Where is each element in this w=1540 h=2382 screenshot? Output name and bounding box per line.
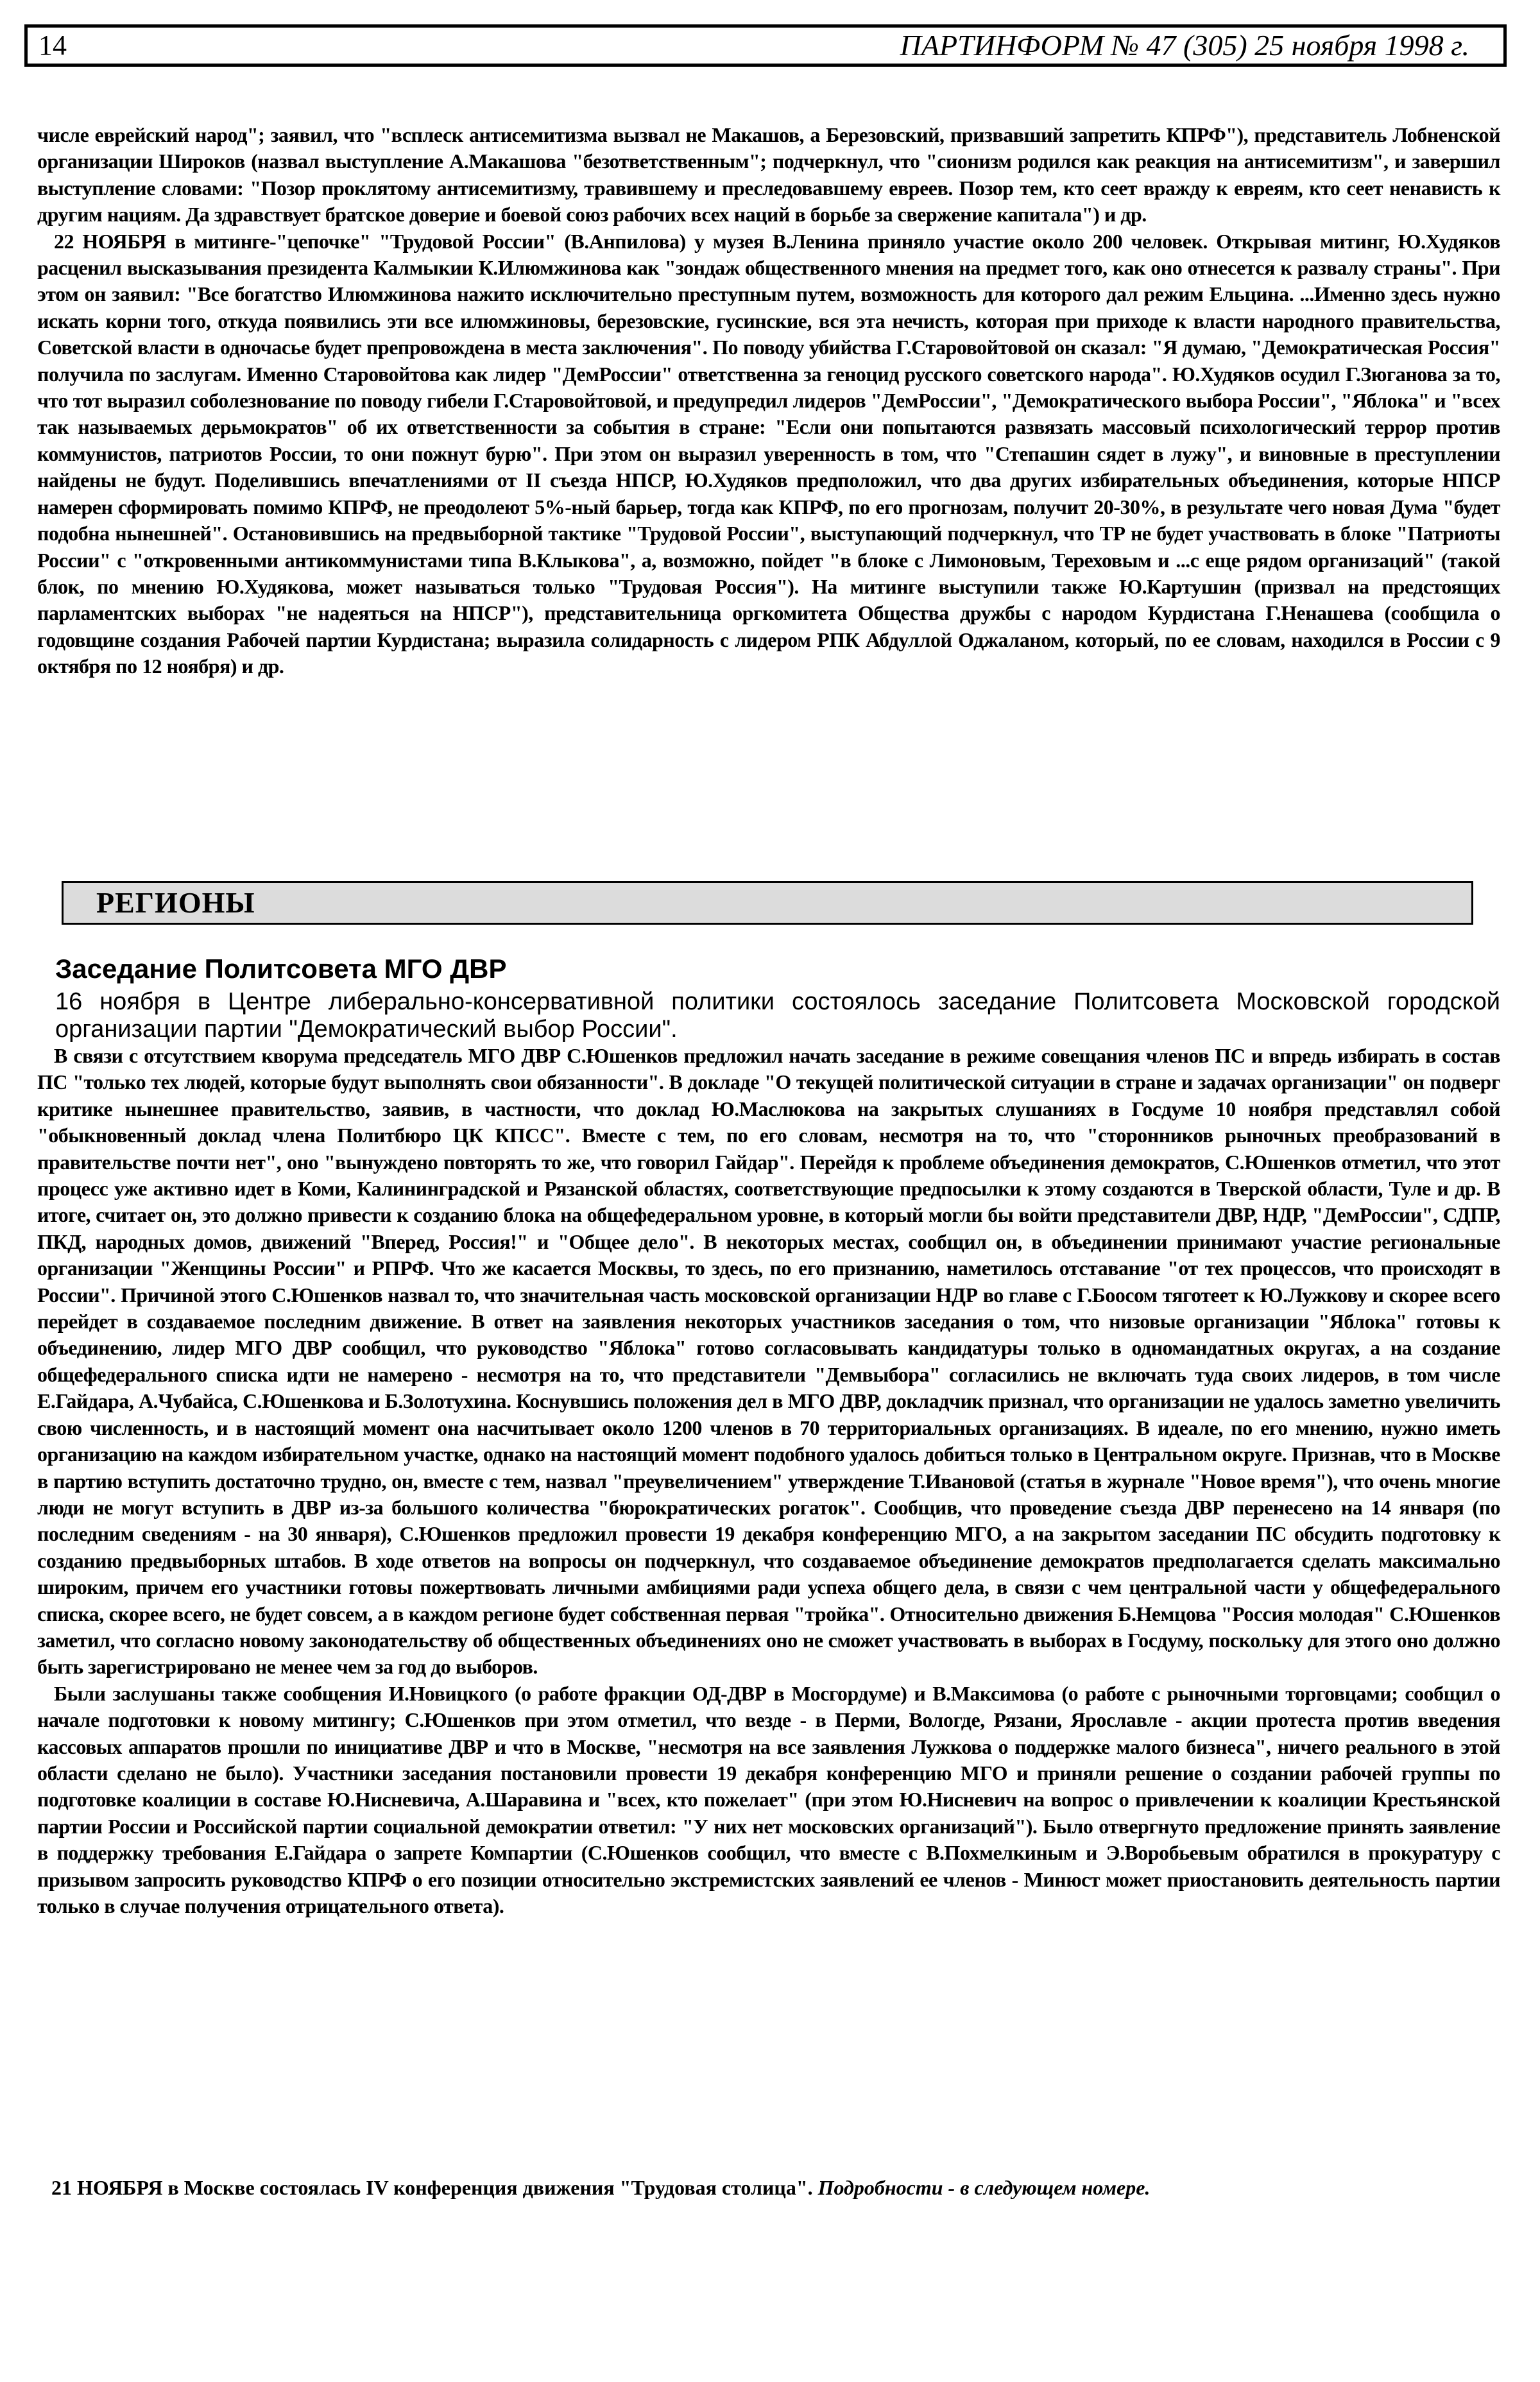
- top-section: [37, 122, 1500, 680]
- article-paragraph-1: В связи с отсутствием кворума председатель МГО ДВР С.Юшенков предложил начать заседание в режиме совещания членов ПС и впредь избирать в состав ПС "только тех людей, которые будут выполнять свои обязанности". В докладе "О текущей политической ситуации в стране и задачах организации" он подверг критике нынешнее правительство, заявив, в частности, что доклад Ю.Маслюкова на закрытых слушаниях в Госдуме 10 ноября представлял собой "обыкновенный доклад члена Политбюро ЦК КПСС". Вместе с тем, по его словам, несмотря на то, что "сторонников рыночных преобразований в правительстве почти нет", оно "вынуждено повторять то же, что говорил Гайдар". Перейдя к проблеме объединения демократов, С.Юшенков отметил, что этот процесс уже активно идет в Коми, Калининградской и Рязанской областях, соответствующие предпосылки к этому создаются в Тверской области, Туле и др. В итоге, считает он, это должно привести к созданию блока на общефедеральном уровне, в который могли бы войти представители ДВР, НДР, "ДемРоссии", СДПР, ПКД, народных домов, движений "Вперед, Россия!" и "Общее дело". В некоторых местах, сообщил он, в объединении принимают участие региональные организации "Женщины России" и РПРФ. Что же касается Москвы, то здесь, по его признанию, наметилось отставание "от тех процессов, что происходят в России". Причиной этого С.Юшенков назвал то, что значительная часть московской организации НДР во главе с Г.Боосом тяготеет к Ю.Лужкову и скорее всего перейдет в создаваемое последним движение. В ответ на заявления некоторых участников заседания о том, что низовые организации "Яблока" готовы к объединению, лидер МГО ДВР сообщил, что руководство "Яблока" готово согласовывать кандидатуры только в одномандатных округах, а на создание общефедерального списка идти не намерено - несмотря на то, что представители "Демвыбора" согласились не включать туда своих лидеров, в том числе Е.Гайдара, А.Чубайса, С.Юшенкова и Б.Золотухина. Коснувшись положения дел в МГО ДВР, докладчик признал, что организации не удалось заметно увеличить свою численность, и в настоящий момент она насчитывает около 1200 членов в 70 территориальных организациях. В идеале, по его мнению, нужно иметь организацию на каждом избирательном участке, однако на настоящий момент подобного удалось добиться только в Центральном округе. Признав, что в Москве в партию вступить достаточно трудно, он, вместе с тем, назвал "преувеличением" утверждение Т.Ивановой (статья в журнале "Новое время"), что очень многие люди не могут вступить в ДВР из-за большого количества "бюрократических рогаток". Сообщив, что проведение съезда ДВР перенесено на 14 января (по последним сведениям - на 30 января), С.Юшенков предложил провести 19 декабря конференцию МГО, а на закрытом заседании ПС обсудить подготовку к созданию предвыборных штабов. В ходе ответов на вопросы он подчеркнул, что создаваемое объединение демократов предполагается сделать максимально широким, причем его участники готовы пожертвовать личными амбициями ради успеха общего дела, в связи с чем центральной части у общефедерального списка, скорее всего, не будет совсем, а в каждом регионе будет собственная первая "тройка". Относительно движения Б.Немцова "Россия молодая" С.Юшенков заметил, что согласно новому законодательству об общественных объединениях оно не сможет участвовать в выборах в Госдуму, поскольку для этого оно должно быть зарегистрировано не менее чем за год до выборов.: [37, 1044, 1500, 1679]
- footer-note-italic: Подробности - в следующем номере.: [817, 2176, 1151, 2199]
- paragraph-rally-report: 22 НОЯБРЯ в митинге-"цепочке" "Трудовой России" (В.Анпилова) у музея В.Ленина приняло участие около 200 человек. Открывая митинг, Ю.Худяков расценил высказывания президента Калмыкии К.Илюмжинова как "зондаж общественного мнения на предмет того, как оно отнесется к развалу страны". При этом он заявил: "Все богатство Илюмжинова нажито исключительно преступным путем, возможность для которого дал режим Ельцина. ...Именно здесь нужно искать корни того, откуда появились эти все илюмжиновы, березовские, гусинские, вся эта нечисть, которая при приходе к власти народного правительства, Советской власти в одночасье будет препровождена в места заключения". По поводу убийства Г.Старовойтовой он сказал: "Я думаю, "Демократическая Россия" получила по заслугам. Именно Старовойтова как лидер "ДемРоссии" ответственна за геноцид русского советского народа". Ю.Худяков осудил Г.Зюганова за то, что тот выразил соболезнование по поводу гибели Г.Старовойтовой, и предупредил лидеров "ДемРоссии", "Демократического выбора России", "Яблока" и "всех так называемых дерьмократов" об их ответственности за события в стране: "Если они попытаются развязать массовый психологический террор против коммунистов, патриотов России, то они пожнут бурю". При этом он выразил уверенность в том, что "Степашин сядет в лужу", и виновные в преступлении найдены не будут. Поделившись впечатлениями от II съезда НПСР, Ю.Худяков предположил, что два других избирательных объединения, которые НПСР намерен сформировать помимо КПРФ, не преодолеют 5%-ный барьер, тогда как КПРФ, по его прогнозам, получит 20-30%, в результате чего новая Дума "будет подобна нынешней". Остановившись на предвыборной тактике "Трудовой России", выступающий подчеркнул, что ТР не будет участвовать в блоке "Патриоты России" с "откровенными антикоммунистами типа В.Клыкова", а, возможно, пойдет "в блоке с Лимоновым, Тереховым и ...с еще рядом организаций" (такой блок, по мнению Ю.Худякова, может называться только "Трудовая Россия"). На митинге выступили также Ю.Картушин (призвал на предстоящих парламентских выборах "не надеяться на НПСР"), представительница оргкомитета Общества дружбы с народом Курдистана Г.Ненашева (сообщила о годовщине создания Рабочей партии Курдистана; выразила солидарность с лидером РПК Абдуллой Оджаланом, который, по ее словам, находился в России с 9 октября по 12 ноября) и др.: [37, 229, 1500, 678]
- page-number: 14: [38, 30, 67, 61]
- article-paragraph-2: Были заслушаны также сообщения И.Новицкого (о работе фракции ОД-ДВР в Мосгордуме) и В.Максимова (о работе с рыночными торговцами; сообщил о начале подготовки к новому митингу; С.Юшенков при этом отметил, что везде - в Перми, Вологде, Рязани, Ярославле - акции протеста против введения кассовых аппаратов прошли по инициативе ДВР и что в Москве, "несмотря на все заявления Лужкова о поддержке малого бизнеса", ничего реального в этой области сделано не было). Участники заседания постановили провести 19 декабря конференцию МГО и приняли решение о создании рабочей группы по подготовке коалиции в составе Ю.Нисневича, А.Шаравина и "всех, кто пожелает" (при этом Ю.Нисневич на вопрос о привлечении к коалиции Крестьянской партии России и Российской партии социальной демократии ответил: "У них нет московских организаций"). Было отвергнуто предложение принять заявление в поддержку требования Е.Гайдара о запрете Компартии (С.Юшенков сообщил, что вместе с В.Похмелкиным и Э.Воробьевым обратился в прокуратуру с призывом запросить руководство КПРФ о его позиции относительно экстремистских заявлений ее членов - Минюст может приостановить деятельность партии только в случае получения отрицательного ответа).: [37, 1681, 1500, 1917]
- article-title: Заседание Политсовета МГО ДВР: [55, 954, 507, 984]
- publication-header: ПАРТИНФОРМ № 47 (305) 25 ноября 1998 г.: [900, 29, 1469, 62]
- footer-note-text: 21 НОЯБРЯ в Москве состоялась IV конференция движения "Трудовая столица".: [51, 2176, 818, 2199]
- article-lead: 16 ноября в Центре либерально-консервативной политики состоялось заседание Политсовета Московской городской организации партии "Демократический выбор России".: [55, 988, 1500, 1043]
- footer-note: [51, 2174, 1150, 2201]
- section-header-bar: [62, 881, 1473, 925]
- paragraph-continuation: числе еврейский народ"; заявил, что "всплеск антисемитизма вызвал не Макашов, а Березовский, призвавший запретить КПРФ"), представитель Лобненской организации Широков (назвал выступление А.Макашова "безответственным"; подчеркнул, что "сионизм родился как реакция на антисемитизм", и завершил выступление словами: "Позор проклятому антисемитизму, травившему и преследовавшему евреев. Позор тем, кто сеет вражду к евреям, кто сеет ненависть к другим нациям. Да здравствует братское доверие и боевой союз рабочих всех наций в борьбе за свержение капитала") и др.: [37, 123, 1500, 227]
- section-label: РЕГИОНЫ: [96, 886, 255, 919]
- article-body: [37, 1043, 1500, 1919]
